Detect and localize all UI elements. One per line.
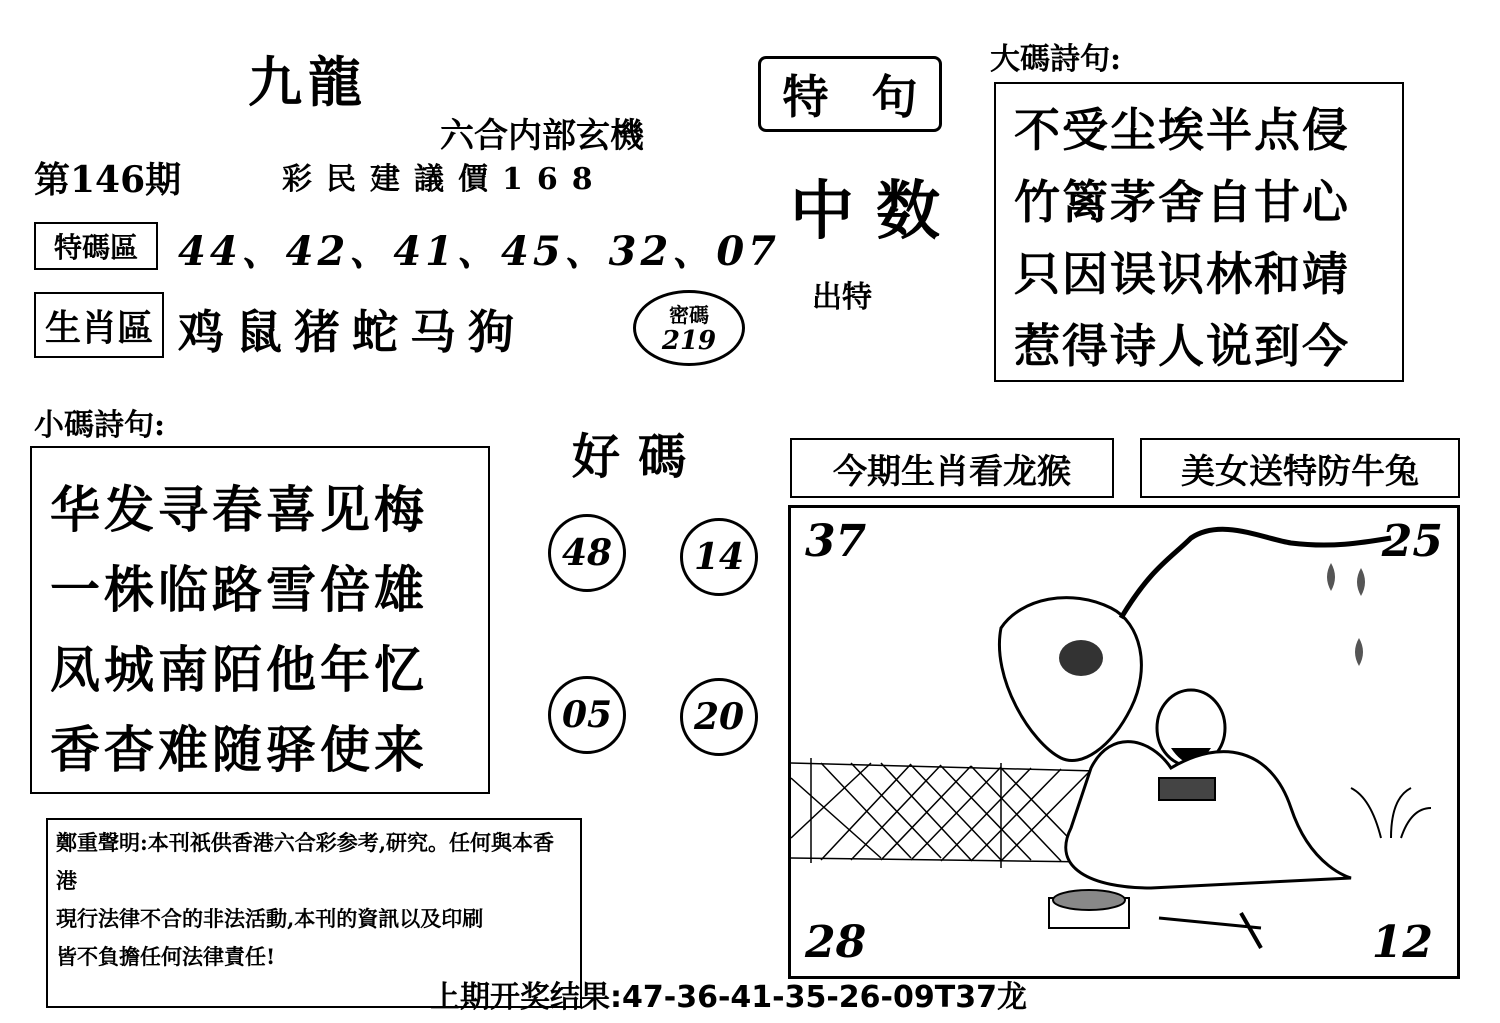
scroll-char-right: 句	[871, 70, 918, 124]
zodiac-label: 生肖區	[34, 292, 164, 358]
disclaimer-line: 鄭重聲明:本刊祇供香港六合彩参考,研究。任何與本香港	[56, 830, 555, 893]
corner-number-bottom-left: 28	[805, 917, 867, 968]
good-code-title: 好碼	[572, 429, 705, 485]
good-code-circle: 05	[548, 676, 626, 754]
rock-illustration	[999, 598, 1141, 761]
price-text: 彩民建議價168	[282, 162, 607, 197]
scholar-illustration	[791, 508, 1457, 976]
middle-number-text: 中数	[790, 174, 962, 249]
page-subtitle: 六合内部玄機	[440, 116, 644, 156]
out-special-text: 出特	[812, 280, 872, 315]
big-poem-title: 大碼詩句:	[990, 42, 1122, 77]
special-code-numbers: 44、42、41、45、32、07	[178, 228, 780, 275]
corner-number-top-left: 37	[805, 516, 867, 567]
special-tip-box: 美女送特防牛兔	[1140, 438, 1460, 498]
corner-number-bottom-right: 12	[1371, 917, 1433, 968]
big-poem-box	[994, 82, 1404, 382]
zodiac-animals: 鸡鼠猪蛇马狗	[178, 305, 526, 359]
small-poem-line: 华发寻春喜见梅	[50, 480, 428, 539]
disclaimer-line: 現行法律不合的非法活動,本刊的資訊以及印刷	[56, 906, 484, 931]
scroll-char-left: 特	[782, 70, 829, 124]
special-code-label: 特碼區	[34, 222, 158, 270]
zodiac-tip-box: 今期生肖看龙猴	[790, 438, 1114, 498]
good-code-circle: 20	[680, 678, 758, 756]
illustration-frame	[788, 505, 1460, 979]
small-poem-line: 凤城南陌他年忆	[50, 640, 428, 699]
figure-body	[1066, 742, 1351, 888]
code-cloud	[633, 290, 745, 366]
good-code-circle: 14	[680, 518, 758, 596]
big-poem-line: 惹得诗人说到今	[1014, 319, 1350, 373]
code-cloud-number: 219	[661, 326, 717, 356]
last-draw-result: 上期开奖结果:47-36-41-35-26-09T37龙	[430, 980, 1027, 1015]
special-verse-scroll	[758, 56, 942, 132]
disclaimer-line: 皆不負擔任何法律責任!	[56, 944, 276, 969]
corner-number-top-right: 25	[1381, 516, 1443, 567]
page-title: 九龍	[248, 50, 368, 114]
small-poem-title: 小碼詩句:	[34, 408, 166, 443]
big-poem-line: 竹篱茅舍自甘心	[1014, 175, 1350, 229]
big-poem-line: 只因误识林和靖	[1014, 247, 1350, 301]
good-code-circle: 48	[548, 514, 626, 592]
code-cloud-label: 密碼	[669, 303, 709, 327]
big-poem-line: 不受尘埃半点侵	[1014, 103, 1350, 157]
small-poem-box	[30, 446, 490, 794]
small-poem-line: 一株临路雪倍雄	[50, 560, 428, 619]
small-poem-line: 香杳难随驿使来	[50, 720, 428, 779]
issue-number: 第146期	[34, 159, 182, 201]
